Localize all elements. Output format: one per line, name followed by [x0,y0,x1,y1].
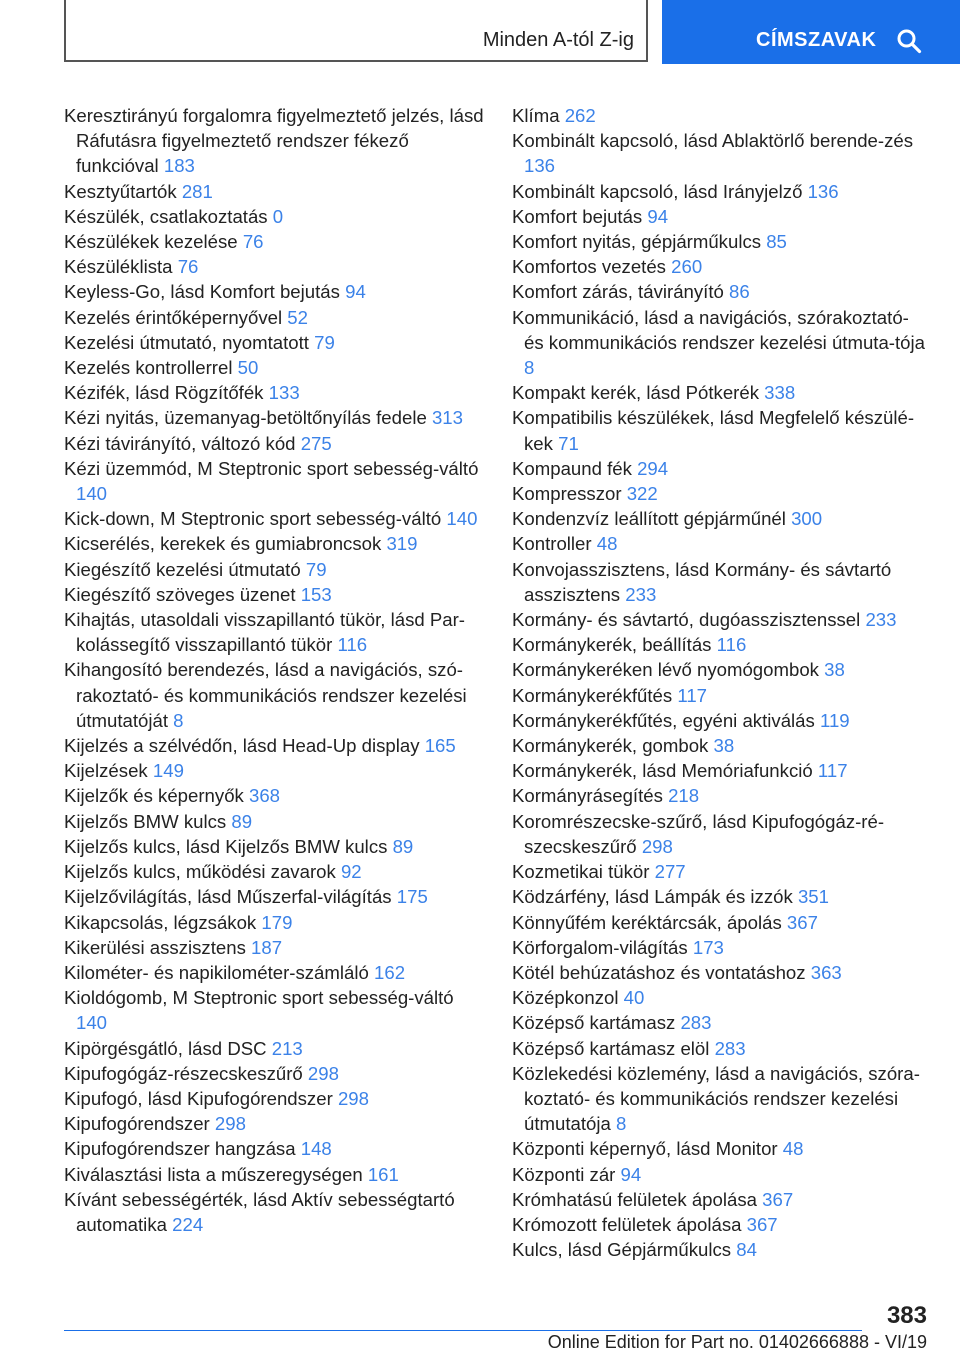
page-link[interactable]: 79 [305,558,327,580]
index-entry [512,204,932,229]
index-entry [64,431,484,456]
index-entry [64,582,484,607]
page-link[interactable]: 298 [214,1113,246,1135]
index-entry [512,380,932,405]
page-link[interactable]: 38 [713,735,735,757]
index-entry [512,128,932,178]
index-entry-text: Kick-down, M Steptronic sport sebesség-váltó [64,508,442,530]
index-entry-text: Kijelzős BMW kulcs [64,810,227,832]
index-entry-text: Kipufogó, lásd Kipufogórendszer [64,1087,333,1109]
index-entry [64,884,484,909]
page-link[interactable]: 283 [714,1037,746,1059]
keywords-button-label: CÍMSZAVAK [756,29,877,51]
index-entry [512,607,932,632]
keywords-button[interactable] [662,0,960,64]
page-link[interactable]: 149 [152,760,184,782]
index-entry [64,531,484,556]
index-entry-text: Kompakt kerék, lásd Pótkerék [512,382,759,404]
index-entry [64,204,484,229]
index-entry [512,960,932,985]
index-entry [512,456,932,481]
index-entry [64,758,484,783]
index-entry-text: Kipufogógáz-részecskeszűrő [64,1062,303,1084]
index-entry-text: Krómozott felületek ápolása [512,1213,742,1235]
index-entry-text: Kilométer- és napikilométer-számláló [64,961,369,983]
index-entry-text: Keresztirányú forgalomra figyelmeztető jelzés, lásd Ráfutásra figyelmeztető rendszer fékező funkcióval [64,105,484,177]
index-entry [512,632,932,657]
index-entry-text: Körforgalom-világítás [512,936,688,958]
page-link[interactable]: 233 [625,583,657,605]
page-link[interactable]: 298 [337,1087,369,1109]
index-entry [64,1061,484,1086]
index-entry [64,1086,484,1111]
page-link[interactable]: 116 [337,634,368,656]
page-link[interactable]: 187 [251,936,283,958]
index-entry-text: Kézi távirányító, változó kód [64,432,296,454]
page-link[interactable]: 162 [374,961,406,983]
index-entry [512,1187,932,1212]
index-entry-text: Középső kartámasz [512,1012,676,1034]
index-entry [64,254,484,279]
index-entry [512,229,932,254]
index-entry [64,834,484,859]
index-entry-text: Kiegészítő kezelési útmutató [64,558,301,580]
index-entry-text: Közlekedési közlemény, lásd a navigációs, szóra-koztató- és kommunikációs rendszer kezelési útmutatója [512,1062,920,1135]
index-entry-text: Kijelzős kulcs, működési zavarok [64,861,336,883]
index-entry-text: Középkonzol [512,987,619,1009]
index-entry-text: Klíma [512,105,560,126]
page-link[interactable]: 338 [764,382,796,404]
index-entry-text: Kompaund fék [512,457,632,479]
page-link[interactable]: 173 [692,936,724,958]
page-link[interactable]: 86 [729,281,750,303]
page-link[interactable]: 38 [824,659,845,681]
index-entry-text: Készülékek kezelése [64,231,238,253]
index-entry-text: Komfort bejutás [512,205,643,227]
index-entry [512,758,932,783]
index-entry-text: Kormánykerékfűtés, egyéni aktiválás [512,709,815,731]
page-link[interactable]: 85 [766,231,787,253]
index-entry [512,683,932,708]
page-link[interactable]: 84 [736,1239,757,1261]
page-link[interactable]: 94 [647,205,669,227]
index-entry-text: Kontroller [512,533,592,555]
page-link[interactable]: 48 [596,533,618,555]
index-entry [512,1136,932,1161]
page-link[interactable]: 140 [76,483,108,505]
page-link[interactable]: 218 [668,785,700,807]
index-entry-text: Kijelzők és képernyők [64,785,244,807]
index-entry [64,355,484,380]
index-entry-text: Kijelzős kulcs, lásd Kijelzős BMW kulcs [64,835,388,857]
page-link[interactable]: 300 [791,508,823,530]
index-entry-text: Kormánykerékfűtés [512,684,673,706]
index-entry-text: Kijelzővilágítás, lásd Műszerfal-világítás [64,886,392,908]
page-link[interactable]: 224 [172,1213,204,1235]
index-entry [512,985,932,1010]
index-entry [512,708,932,733]
index-entry-text: Kihangosító berendezés, lásd a navigációs, szó-rakoztató- és kommunikációs rendszer kezelési útmutatóját [64,659,467,731]
page-link[interactable]: 133 [268,382,300,404]
index-entry [64,1111,484,1136]
index-entry-text: Kompatibilis készülékek, lásd Megfelelő készülé-kek [512,407,915,454]
index-entry [512,1212,932,1237]
index-entry-text: Kézi üzemmód, M Steptronic sport sebesség-váltó [64,457,479,479]
index-entry-text: Komfortos vezetés [512,256,666,278]
page-link[interactable]: 319 [386,533,418,555]
index-entry [512,1237,932,1262]
index-entry [64,910,484,935]
edition-footer: Online Edition for Part no. 01402666888 - VI/19 [547,1332,927,1352]
index-entry [64,985,484,1035]
page-link[interactable]: 48 [782,1138,804,1160]
index-entry-text: Kormánykeréken lévő nyomógombok [512,659,819,681]
page-link[interactable]: 260 [671,256,703,278]
index-entry-text: Ködzárfény, lásd Lámpák és izzók [512,886,793,908]
index-entry-text: Kikapcsolás, légzsákok [64,911,257,933]
index-entry-text: Kioldógomb, M Steptronic sport sebesség-váltó [64,987,454,1009]
index-entry [512,279,932,304]
page-link[interactable]: 50 [237,357,259,379]
page-link[interactable]: 79 [314,331,335,353]
index-entry-text: Kombinált kapcsoló, lásd Ablaktörlő berende-zés [512,130,914,152]
index-entry [512,557,932,607]
page-link[interactable]: 165 [424,735,456,757]
index-entry-text: Komfort nyitás, gépjárműkulcs [512,231,762,253]
index-entry-text: Központi zár [512,1163,616,1185]
index-entry [512,910,932,935]
index-entry [64,1136,484,1161]
page-link[interactable]: 179 [261,911,293,933]
page-link[interactable]: 89 [392,835,414,857]
index-column-right [512,103,932,1262]
index-entry-text: Kompresszor [512,483,622,505]
index-column-left [64,103,484,1237]
index-entry [512,1010,932,1035]
index-entry [64,456,484,506]
index-entry [64,657,484,733]
page-link[interactable]: 298 [307,1062,339,1084]
index-entry-text: Komfort zárás, távirányító [512,281,724,303]
index-entry [512,254,932,279]
index-entry [64,305,484,330]
page-link[interactable]: 175 [396,886,428,908]
footer-divider [64,1330,862,1331]
index-entry [512,884,932,909]
page-link[interactable]: 140 [76,1012,108,1034]
search-icon [896,28,922,54]
page-link[interactable]: 94 [620,1163,642,1185]
page-link[interactable]: 368 [249,785,281,807]
page-link[interactable]: 367 [786,911,818,933]
index-entry [512,935,932,960]
index-entry [64,229,484,254]
index-entry-text: Kormányrásegítés [512,785,663,807]
index-entry-text: Kormány- és sávtartó, dugóasszisztenssel [512,609,861,631]
index-entry [64,1187,484,1237]
index-entry-text: Koromrészecske-szűrő, lásd Kipufogógáz-ré-szecskeszűrő [512,810,885,857]
index-entry [64,179,484,204]
index-entry-text: Kezelés kontrollerrel [64,357,233,379]
index-entry [64,279,484,304]
page-link[interactable]: 8 [173,709,184,731]
index-entry-text: Kicserélés, kerekek és gumiabroncsok [64,533,382,555]
index-entry [64,1036,484,1061]
page-number: 383 [886,1302,927,1329]
index-entry-text: Kihajtás, utasoldali visszapillantó tükör, lásd Par-kolássegítő visszapillantó tükör [64,609,465,656]
page-link[interactable]: 161 [367,1163,399,1185]
index-entry [64,103,484,179]
page-link[interactable]: 119 [819,709,850,731]
page-link[interactable]: 117 [677,684,708,706]
index-entry-text: Kívánt sebességérték, lásd Aktív sebességtartó automatika [64,1188,455,1235]
page-link[interactable]: 8 [616,1113,627,1135]
page-link[interactable]: 281 [181,180,213,202]
page-link[interactable]: 92 [340,861,362,883]
index-entry [64,557,484,582]
index-entry-text: Kézifék, lásd Rögzítőfék [64,382,264,404]
index-entry [512,1036,932,1061]
index-entry-text: Kipufogórendszer hangzása [64,1138,296,1160]
index-entry [512,783,932,808]
chapter-tab-label: Minden A-tól Z-ig [482,29,634,51]
index-entry [512,733,932,758]
index-entry [512,481,932,506]
page-link[interactable]: 313 [431,407,463,429]
page-link[interactable]: 351 [797,886,829,908]
page-link[interactable]: 153 [300,583,332,605]
index-entry [64,330,484,355]
index-entry-text: Krómhatású felületek ápolása [512,1188,757,1210]
index-entry-text: Kipufogórendszer [64,1113,210,1135]
index-entry [512,1162,932,1187]
index-entry-text: Kezelési útmutató, nyomtatott [64,331,309,353]
page-link[interactable]: 322 [626,483,658,505]
page-link[interactable]: 71 [558,432,579,454]
index-entry-text: Kombinált kapcsoló, lásd Irányjelző [512,180,803,202]
index-entry-text: Kozmetikai tükör [512,861,650,883]
index-entry [64,733,484,758]
index-entry-text: Kézi nyitás, üzemanyag-betöltőnyílás fedele [64,407,427,429]
index-entry [64,1162,484,1187]
index-entry-text: Kijelzések [64,760,148,782]
page-link[interactable]: 140 [446,508,478,530]
index-entry [64,380,484,405]
index-entry [64,859,484,884]
page-link[interactable]: 0 [272,205,284,227]
index-entry-text: Kezelés érintőképernyővel [64,306,283,328]
index-entry-text: Középső kartámasz elöl [512,1037,710,1059]
index-entry-text: Kijelzés a szélvédőn, lásd Head-Up display [64,735,420,757]
page-link[interactable]: 233 [865,609,897,631]
page-link[interactable]: 148 [300,1138,332,1160]
index-entry-text: Kipörgésgátló, lásd DSC [64,1037,267,1059]
index-entry [64,960,484,985]
index-entry [64,783,484,808]
index-entry [64,405,484,430]
page-link[interactable]: 136 [807,180,839,202]
index-entry [512,809,932,859]
page-link[interactable]: 367 [746,1213,778,1235]
index-entry [512,103,932,128]
page-link[interactable]: 283 [680,1012,712,1034]
index-entry-text: Kormánykerék, gombok [512,735,709,757]
index-entry-text: Központi képernyő, lásd Monitor [512,1138,778,1160]
index-entry-text: Kiválasztási lista a műszeregységen [64,1163,363,1185]
page-link[interactable]: 76 [242,231,264,253]
page-link[interactable]: 367 [762,1188,794,1210]
chapter-tab[interactable] [64,0,648,62]
index-entry [64,809,484,834]
index-entry-text: Kommunikáció, lásd a navigációs, szórakoztató- és kommunikációs rendszer kezelési útmuta-tója [512,306,925,353]
index-entry-text: Könnyűfém keréktárcsák, ápolás [512,911,782,933]
index-entry [512,657,932,682]
page-link[interactable]: 363 [810,961,842,983]
index-entry-text: Kormánykerék, beállítás [512,634,712,656]
page-link[interactable]: 183 [163,155,195,177]
page-link[interactable]: 275 [300,432,332,454]
index-entry-text: Konvojasszisztens, lásd Kormány- és sávtartó asszisztens [512,558,892,605]
page-link[interactable]: 94 [345,281,366,303]
index-entry-text: Készüléklista [64,256,173,278]
index-entry-text: Kormánykerék, lásd Memóriafunkció [512,760,813,782]
page-link[interactable]: 298 [641,835,673,857]
index-entry [512,405,932,455]
page-link[interactable]: 40 [623,987,645,1009]
index-entry-text: Készülék, csatlakoztatás [64,205,268,227]
index-entry-text: Keyless-Go, lásd Komfort bejutás [64,281,340,303]
index-entry [512,531,932,556]
page-link[interactable]: 262 [564,105,596,126]
index-entry-text: Kulcs, lásd Gépjárműkulcs [512,1239,732,1261]
page-link[interactable]: 89 [231,810,253,832]
page-link[interactable]: 136 [524,155,556,177]
page-link[interactable]: 76 [177,256,199,278]
index-entry [512,305,932,381]
page-link[interactable]: 213 [271,1037,303,1059]
page-link[interactable]: 52 [287,306,308,328]
page-link[interactable]: 8 [524,357,535,379]
index-entry [512,1061,932,1137]
index-entry-text: Kikerülési asszisztens [64,936,246,958]
index-entry [512,179,932,204]
page-link[interactable]: 294 [637,457,669,479]
page-link[interactable]: 277 [654,861,686,883]
index-entry [512,506,932,531]
index-entry-text: Kesztyűtartók [64,180,177,202]
index-entry-text: Kondenzvíz leállított gépjárműnél [512,508,786,530]
page-link[interactable]: 117 [817,760,848,782]
index-entry [64,935,484,960]
index-entry [64,607,484,657]
index-entry-text: Kiegészítő szöveges üzenet [64,583,296,605]
index-entry-text: Kötél behúzatáshoz és vontatáshoz [512,961,806,983]
index-entry [512,859,932,884]
index-entry [64,506,484,531]
page-link[interactable]: 116 [716,634,747,656]
